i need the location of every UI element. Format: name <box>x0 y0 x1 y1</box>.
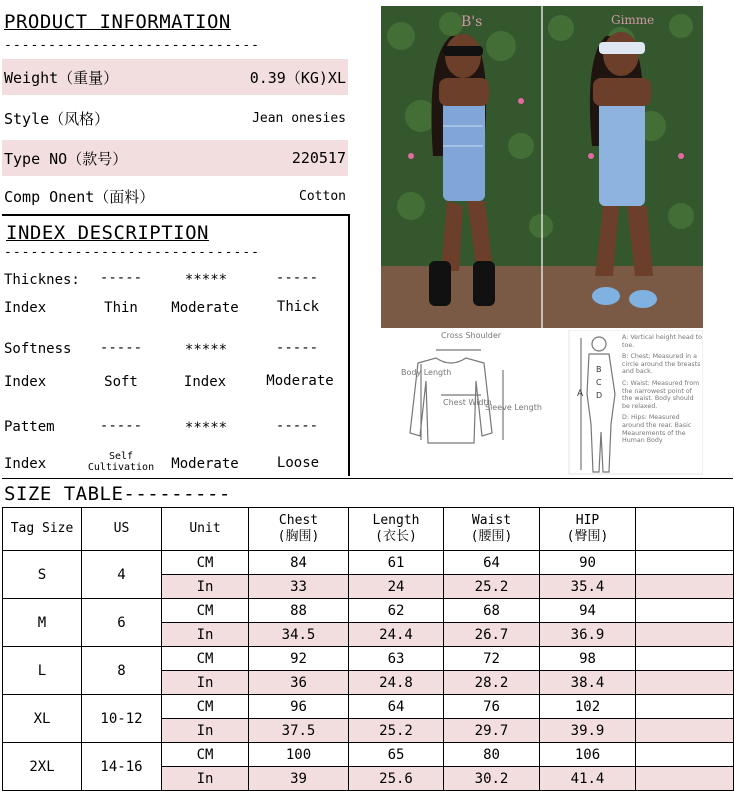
in-value-cell: 29.7 <box>444 719 540 743</box>
table-row <box>3 551 734 575</box>
size-table <box>2 507 734 791</box>
table-row <box>3 599 734 623</box>
us-cell: 6 <box>82 599 162 647</box>
in-value-cell: 26.7 <box>444 623 540 647</box>
header-waist: Waist (腰围) <box>444 508 540 551</box>
softness-option-3: Moderate <box>266 373 334 389</box>
in-value-cell: 24 <box>349 575 444 599</box>
weight-label: Weight（重量） <box>4 68 119 87</box>
in-value-cell: 35.4 <box>540 575 636 599</box>
svg-text:Gimme: Gimme <box>611 13 655 27</box>
product-divider: ----------------------------- <box>4 38 260 53</box>
blank-cell <box>636 647 734 671</box>
in-value-cell: 37.5 <box>249 719 349 743</box>
thickness-mark-2: ***** <box>184 272 228 288</box>
body-length-label: Body Length <box>401 368 452 377</box>
unit-cm-cell: CM <box>162 695 249 719</box>
unit-in-cell: In <box>162 767 249 791</box>
pattern-mark-1: ----- <box>99 418 143 434</box>
index-box-right <box>348 214 350 476</box>
size-table-body <box>3 551 734 791</box>
softness-label: Softness <box>4 341 72 357</box>
us-cell: 4 <box>82 551 162 599</box>
blank-cell <box>636 695 734 719</box>
cm-value-cell: 63 <box>349 647 444 671</box>
letter-c: C <box>596 378 602 387</box>
size-cell: M <box>3 599 82 647</box>
product-photo-illustration <box>381 6 703 328</box>
note-b: B: Chest: Measured in a circle around the breasts and back. <box>622 353 701 376</box>
cm-value-cell: 100 <box>249 743 349 767</box>
type-label: Type NO（款号） <box>4 149 128 168</box>
note-d: D: Hips: Measured around the rear. Basic Meaurements of the Human Body <box>622 414 692 445</box>
blank-cell <box>636 623 734 647</box>
header-chest: Chest (胸围) <box>249 508 349 551</box>
cm-value-cell: 98 <box>540 647 636 671</box>
in-value-cell: 36.9 <box>540 623 636 647</box>
blank-cell <box>636 575 734 599</box>
note-c: C: Waist: Measured from the narrowest point of the waist. Body should be relaxed. <box>622 379 700 410</box>
blank-cell <box>636 767 734 791</box>
blank-cell <box>636 671 734 695</box>
in-value-cell: 30.2 <box>444 767 540 791</box>
header-us: US <box>82 508 162 551</box>
note-a: A: Vertical height head to toe. <box>622 334 703 349</box>
pattern-index-label: Index <box>4 456 47 472</box>
svg-text:B's: B's <box>461 14 483 30</box>
us-cell: 14-16 <box>82 743 162 791</box>
pattern-option-3: Loose <box>276 455 320 471</box>
in-value-cell: 34.5 <box>249 623 349 647</box>
softness-mark-2: ***** <box>184 342 228 358</box>
unit-in-cell: In <box>162 623 249 647</box>
cm-value-cell: 72 <box>444 647 540 671</box>
table-row <box>3 743 734 767</box>
sleeve-length-label: Sleeve Length <box>485 403 542 412</box>
softness-option-1: Soft <box>104 374 138 390</box>
cm-value-cell: 106 <box>540 743 636 767</box>
cm-value-cell: 76 <box>444 695 540 719</box>
header-blank <box>636 508 734 551</box>
index-divider: ----------------------------- <box>4 245 260 260</box>
unit-cm-cell: CM <box>162 647 249 671</box>
index-box-top <box>2 214 350 216</box>
unit-cm-cell: CM <box>162 599 249 623</box>
in-value-cell: 28.2 <box>444 671 540 695</box>
style-row <box>2 100 348 136</box>
cm-value-cell: 68 <box>444 599 540 623</box>
size-table-title: SIZE TABLE--------- <box>4 483 231 505</box>
cross-shoulder-label: Cross Shoulder <box>441 331 502 340</box>
in-value-cell: 41.4 <box>540 767 636 791</box>
thickness-mark-1: ----- <box>99 270 143 286</box>
table-row <box>3 647 734 671</box>
us-cell: 8 <box>82 647 162 695</box>
cm-value-cell: 65 <box>349 743 444 767</box>
table-row <box>3 695 734 719</box>
blank-cell <box>636 719 734 743</box>
blank-cell <box>636 743 734 767</box>
cm-value-cell: 88 <box>249 599 349 623</box>
thickness-mark-3: ----- <box>275 270 319 286</box>
header-length: Length (衣长) <box>349 508 444 551</box>
in-value-cell: 25.2 <box>349 719 444 743</box>
size-cell: S <box>3 551 82 599</box>
header-unit: Unit <box>162 508 249 551</box>
in-value-cell: 24.8 <box>349 671 444 695</box>
letter-d: D <box>596 391 603 400</box>
index-title: INDEX DESCRIPTION <box>6 222 209 244</box>
unit-cm-cell: CM <box>162 743 249 767</box>
cm-value-cell: 92 <box>249 647 349 671</box>
unit-in-cell: In <box>162 671 249 695</box>
header-tag-size: Tag Size <box>3 508 82 551</box>
pattern-option-2: Moderate <box>171 456 239 472</box>
in-value-cell: 25.6 <box>349 767 444 791</box>
style-value: Jean onesies <box>252 110 346 126</box>
pattern-option-1: Self Cultivation <box>87 451 155 473</box>
cm-value-cell: 102 <box>540 695 636 719</box>
pattern-mark-3: ----- <box>275 418 319 434</box>
in-value-cell: 25.2 <box>444 575 540 599</box>
size-table-header <box>3 508 734 551</box>
size-cell: L <box>3 647 82 695</box>
cm-value-cell: 96 <box>249 695 349 719</box>
component-row <box>2 178 348 214</box>
cm-value-cell: 64 <box>349 695 444 719</box>
type-row <box>2 140 348 176</box>
in-value-cell: 38.4 <box>540 671 636 695</box>
size-cell: 2XL <box>3 743 82 791</box>
cm-value-cell: 80 <box>444 743 540 767</box>
cm-value-cell: 94 <box>540 599 636 623</box>
style-label: Style（风格） <box>4 109 110 128</box>
softness-mark-3: ----- <box>275 340 319 356</box>
letter-b: B <box>596 365 602 374</box>
in-value-cell: 33 <box>249 575 349 599</box>
thickness-label: Thicknes: <box>4 272 80 288</box>
type-value: 220517 <box>291 149 346 167</box>
softness-option-2: Index <box>183 374 227 390</box>
unit-cm-cell: CM <box>162 551 249 575</box>
softness-mark-1: ----- <box>99 340 143 356</box>
blank-cell <box>636 551 734 575</box>
weight-value: 0.39（KG)XL <box>249 68 346 87</box>
cm-value-cell: 61 <box>349 551 444 575</box>
thickness-index-label: Index <box>4 300 47 316</box>
in-value-cell: 39.9 <box>540 719 636 743</box>
cm-value-cell: 62 <box>349 599 444 623</box>
measurement-notes <box>622 334 702 445</box>
in-value-cell: 24.4 <box>349 623 444 647</box>
component-value: Cotton <box>299 188 346 204</box>
pattern-label: Pattem <box>4 419 55 435</box>
product-photo <box>381 6 703 328</box>
pattern-mark-2: ***** <box>184 420 228 436</box>
unit-in-cell: In <box>162 719 249 743</box>
cm-value-cell: 64 <box>444 551 540 575</box>
blank-cell <box>636 599 734 623</box>
in-value-cell: 36 <box>249 671 349 695</box>
size-table-top-rule <box>2 478 733 479</box>
garment-sketch <box>410 350 503 443</box>
us-cell: 10-12 <box>82 695 162 743</box>
header-hip: HIP (臀围) <box>540 508 636 551</box>
thickness-option-2: Moderate <box>171 300 239 316</box>
thickness-option-3: Thick <box>276 299 320 315</box>
softness-index-label: Index <box>4 374 47 390</box>
component-label: Comp Onent（面料） <box>4 187 155 206</box>
unit-in-cell: In <box>162 575 249 599</box>
cm-value-cell: 90 <box>540 551 636 575</box>
chest-width-label: Chest Width <box>443 398 492 407</box>
letter-a: A <box>577 389 584 399</box>
in-value-cell: 39 <box>249 767 349 791</box>
thickness-option-1: Thin <box>104 300 138 316</box>
size-cell: XL <box>3 695 82 743</box>
cm-value-cell: 84 <box>249 551 349 575</box>
weight-row <box>2 59 348 95</box>
product-info-title: PRODUCT INFORMATION <box>4 11 231 33</box>
